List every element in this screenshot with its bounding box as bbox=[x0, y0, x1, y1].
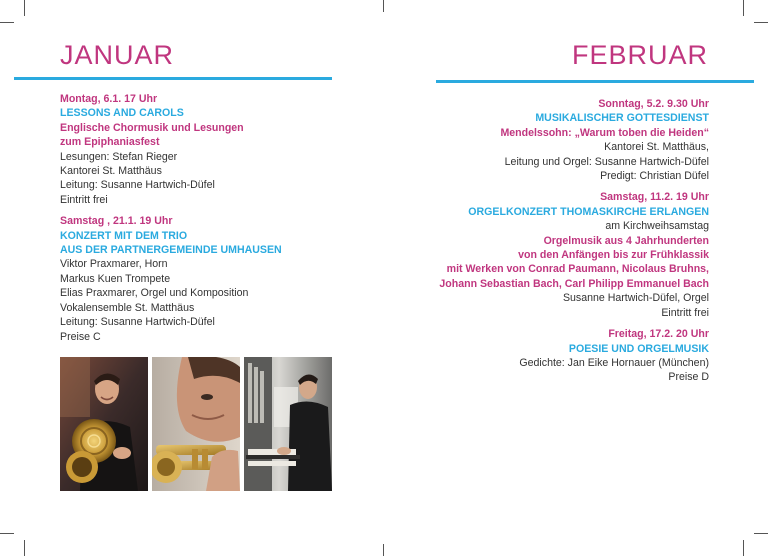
event-subtitle: von den Anfängen bis zur Frühklassik bbox=[518, 249, 709, 262]
month-divider bbox=[14, 77, 332, 80]
event-detail: am Kirchweihsamstag bbox=[605, 220, 709, 233]
event-orgelkonzert-thomaskirche bbox=[379, 190, 709, 320]
event-detail: Viktor Praxmarer, Horn bbox=[60, 258, 168, 271]
event-date: Montag, 6.1. 17 Uhr bbox=[60, 93, 158, 105]
event-detail: Leitung und Orgel: Susanne Hartwich-Düfel bbox=[504, 155, 709, 168]
event-list-februar bbox=[379, 97, 709, 392]
horn-player-photo bbox=[60, 357, 148, 491]
event-detail: Gedichte: Jan Eike Hornauer (München) bbox=[519, 356, 709, 369]
event-subtitle: Orgelmusik aus 4 Jahrhunderten bbox=[543, 234, 709, 247]
event-detail: Predigt: Christian Düfel bbox=[600, 170, 709, 183]
event-poesie-und-orgelmusik bbox=[379, 327, 709, 385]
event-detail: Leitung: Susanne Hartwich-Düfel bbox=[60, 179, 215, 192]
event-detail: Kantorei St. Matthäus, bbox=[604, 141, 709, 154]
event-detail: Leitung: Susanne Hartwich-Düfel bbox=[60, 316, 215, 329]
event-detail: Eintritt frei bbox=[60, 193, 108, 206]
event-musikalischer-gottesdienst bbox=[379, 97, 709, 183]
event-title: POESIE UND ORGELMUSIK bbox=[568, 342, 709, 355]
trumpet-player-photo bbox=[152, 357, 240, 491]
event-date: Samstag, 11.2. 19 Uhr bbox=[600, 191, 709, 204]
event-subtitle: zum Epiphaniasfest bbox=[60, 136, 160, 149]
photo-strip bbox=[60, 357, 332, 491]
month-heading-januar: JANUAR bbox=[60, 40, 175, 70]
event-title: ORGELKONZERT THOMASKIRCHE ERLANGEN bbox=[468, 205, 709, 218]
page-right bbox=[384, 0, 768, 556]
event-subtitle: Mendelssohn: „Warum toben die Heiden“ bbox=[500, 126, 709, 139]
event-title: AUS DER PARTNERGEMEINDE UMHAUSEN bbox=[60, 244, 282, 257]
event-subtitle: mit Werken von Conrad Paumann, Nicolaus Bruhns, bbox=[446, 263, 709, 276]
event-date: Freitag, 17.2. 20 Uhr bbox=[608, 328, 709, 341]
month-heading-februar: FEBRUAR bbox=[571, 40, 708, 70]
event-detail: Susanne Hartwich-Düfel, Orgel bbox=[562, 292, 709, 305]
organ-player-photo bbox=[244, 357, 332, 491]
event-detail: Markus Kuen Trompete bbox=[60, 272, 171, 285]
event-title: LESSONS AND CAROLS bbox=[60, 107, 184, 120]
event-konzert-trio bbox=[60, 214, 350, 344]
event-subtitle: Englische Chormusik und Lesungen bbox=[60, 121, 244, 134]
month-divider bbox=[436, 80, 754, 83]
event-detail: Eintritt frei bbox=[661, 306, 709, 319]
event-detail: Lesungen: Stefan Rieger bbox=[60, 150, 178, 163]
event-detail: Vokalensemble St. Matthäus bbox=[60, 301, 195, 314]
event-detail: Kantorei St. Matthäus bbox=[60, 165, 162, 178]
event-detail: Preise D bbox=[668, 371, 709, 384]
event-detail: Preise C bbox=[60, 330, 101, 343]
event-lessons-and-carols bbox=[60, 92, 350, 207]
event-date: Samstag , 21.1. 19 Uhr bbox=[60, 215, 173, 228]
event-detail: Elias Praxmarer, Orgel und Komposition bbox=[60, 287, 249, 300]
event-title: KONZERT MIT DEM TRIO bbox=[60, 229, 188, 242]
event-date: Sonntag, 5.2. 9.30 Uhr bbox=[598, 98, 709, 110]
event-title: MUSIKALISCHER GOTTESDIENST bbox=[535, 112, 709, 125]
event-subtitle: Johann Sebastian Bach, Carl Philipp Emmanuel Bach bbox=[439, 277, 709, 290]
event-list-januar bbox=[60, 92, 350, 351]
